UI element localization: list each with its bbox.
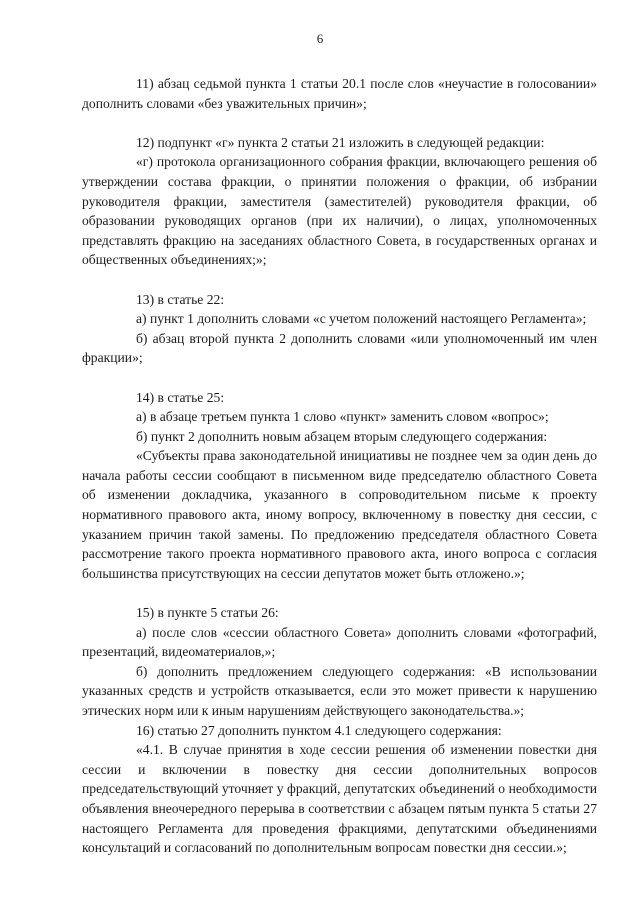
document-body [82,74,597,858]
paragraph-item-13: 13) в статье 22: [136,291,225,307]
paragraph-item-12: 12) подпункт «г» пункта 2 статьи 21 изложить в следующей редакции: [136,134,545,150]
paragraph-item-13-a: а) пункт 1 дополнить словами «с учетом положений настоящего Регламента»; [136,311,587,327]
paragraph-item-14-a: а) в абзаце третьем пункта 1 слово «пункт» заменить словом «вопрос»; [136,409,549,425]
page-number: 6 [316,31,324,46]
paragraph-item-16-text: «4.1. В случае принятия в ходе сессии решения об изменении повестки дня сессии и включении в повестку дня сессии дополнительных вопросов председательствующий уточняет у фракций, депутатских объединений о необходимости объявления внеочередного перерыва в соответствии с абзацем пятым пункта 5 статьи 27 настоящего Регламента для проведения фракциями, депутатскими объединениями консультаций и согласований по дополнительным вопросам повестки дня сессии.»; [82,742,597,856]
paragraph-item-15-b: б) дополнить предложением следующего содержания: «В использовании указанных средств и устройств отказывается, если это может привести к нарушению этических норм или к иным нарушениям действующего законодательства.»; [82,663,597,718]
paragraph-item-16: 16) статью 27 дополнить пунктом 4.1 следующего содержания: [136,722,502,738]
paragraph-item-11: 11) абзац седьмой пункта 1 статьи 20.1 после слов «неучастие в голосовании» дополнить словами «без уважительных причин»; [82,76,597,111]
paragraph-item-13-b: б) абзац второй пункта 2 дополнить словами «или уполномоченный им член фракции»; [82,330,597,366]
paragraph-item-15-a: а) после слов «сессии областного Совета» дополнить словами «фотографий, презентаций, видеоматериалов,»; [82,624,597,660]
paragraph-item-14: 14) в статье 25: [136,389,225,405]
paragraph-item-12-text: «г) протокола организационного собрания фракции, включающего решения об утверждении состава фракции, о принятии положения о фракции, об избрании руководителя фракции, заместителя (заместителей) руководителя фракции, об образовании руководящих органов (при их наличии), о лицах, уполномоченных представлять фракцию на заседаниях областного Совета, в государственных органах и общественных объединениях;»; [82,154,597,268]
paragraph-item-15: 15) в пункте 5 статьи 26: [136,605,279,621]
paragraph-item-14-b: б) пункт 2 дополнить новым абзацем вторым следующего содержания: [136,428,548,444]
paragraph-item-14-text: «Субъекты права законодательной инициативы не позднее чем за один день до начала работы сессии сообщают в письменном виде председателю областного Совета об изменении докладчика, указанного в сопроводительном письме к проекту нормативного правового акта, иному вопросу, включенному в повестку дня сессии, с указанием причин такой замены. По предложению председателя областного Совета рассмотрение такого проекта нормативного правового акта, иного вопроса с согласия большинства присутствующих на сессии депутатов может быть отложено.»; [82,448,597,581]
